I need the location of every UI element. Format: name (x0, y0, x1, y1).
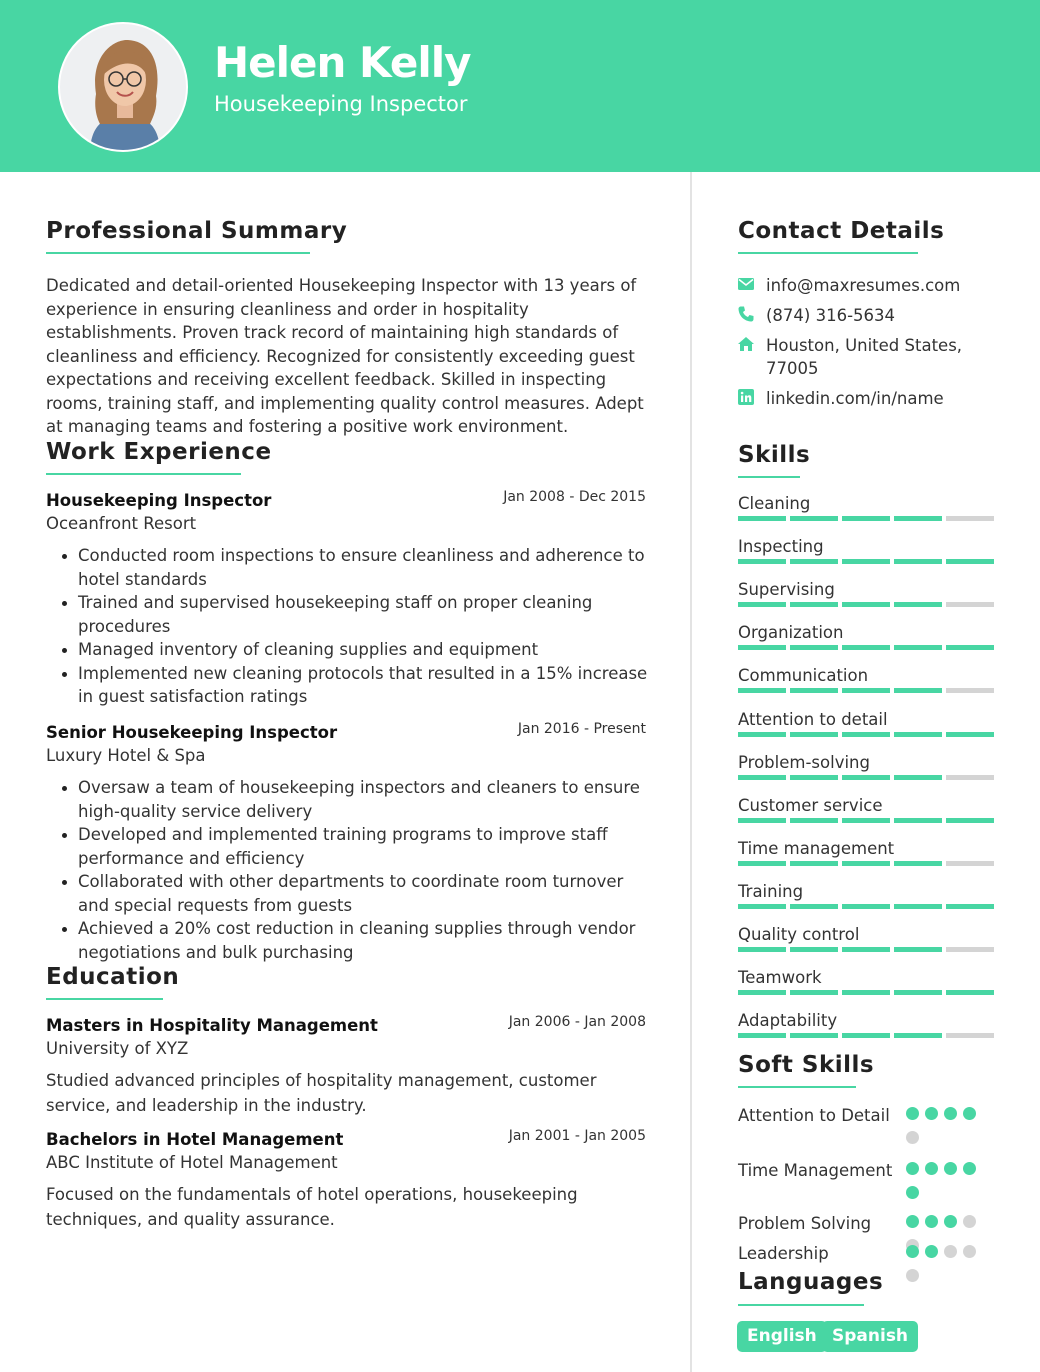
skill-segment-filled (790, 947, 838, 952)
candidate-title: Housekeeping Inspector (214, 92, 468, 116)
degree-title: Bachelors in Hotel Management (46, 1130, 344, 1149)
skill-name: Organization (738, 623, 844, 643)
rating-dot-filled (963, 1162, 976, 1175)
skill-segment-empty (946, 688, 994, 693)
skill-name: Problem-solving (738, 752, 870, 772)
job-bullet: Collaborated with other departments to coordinate room turnover and special requests from guests (60, 870, 650, 917)
skill-segment-filled (790, 1033, 838, 1038)
skill-level-bar (738, 947, 993, 953)
linkedin-text: linkedin.com/in/name (766, 389, 944, 408)
skill-level-bar (738, 904, 993, 910)
skill-segment-empty (946, 1033, 994, 1038)
job-bullet: Conducted room inspections to ensure cleanliness and adherence to hotel standards (60, 544, 650, 591)
skill-item (738, 537, 993, 577)
skill-item (738, 710, 993, 750)
skill-level-bar (738, 559, 993, 565)
job-bullets (60, 544, 650, 709)
skills-heading: Skills (738, 442, 811, 468)
skill-segment-filled (790, 904, 838, 909)
skill-segment-filled (894, 861, 942, 866)
skill-level-bar (738, 775, 993, 781)
skill-level-bar (738, 645, 993, 651)
skill-level-bar (738, 818, 993, 824)
soft-skills-heading: Soft Skills (738, 1052, 875, 1078)
summary-heading-underline (46, 252, 310, 254)
job-organization: Oceanfront Resort (46, 514, 197, 533)
home-icon (738, 336, 754, 352)
job-title: Housekeeping Inspector (46, 491, 272, 510)
skill-segment-filled (738, 688, 786, 693)
skill-segment-filled (842, 1033, 890, 1038)
skill-segment-filled (946, 645, 994, 650)
skill-segment-filled (894, 990, 942, 995)
skill-segment-filled (842, 775, 890, 780)
rating-dot-empty (963, 1245, 976, 1258)
soft-skill-name: Leadership (738, 1244, 829, 1263)
rating-dot-empty (906, 1131, 919, 1144)
education-dates: Jan 2006 - Jan 2008 (508, 1014, 646, 1030)
skill-item (738, 882, 993, 922)
skill-segment-empty (946, 861, 994, 866)
education-description: Focused on the fundamentals of hotel operations, housekeeping techniques, and quality assurance. (46, 1185, 578, 1229)
school-name: ABC Institute of Hotel Management (46, 1153, 338, 1172)
skill-item (738, 623, 993, 663)
skill-segment-filled (790, 688, 838, 693)
skill-segment-filled (894, 904, 942, 909)
skill-level-bar (738, 516, 993, 522)
contact-heading: Contact Details (738, 218, 945, 244)
skill-segment-filled (894, 559, 942, 564)
skill-segment-filled (842, 645, 890, 650)
rating-dot-filled (925, 1245, 938, 1258)
skill-segment-filled (790, 990, 838, 995)
skill-segment-filled (842, 818, 890, 823)
job-dates: Jan 2016 - Present (517, 721, 646, 737)
skill-level-bar (738, 688, 993, 694)
skill-name: Attention to detail (738, 709, 888, 729)
education-description: Studied advanced principles of hospitality management, customer service, and leadership in the industry. (46, 1071, 597, 1115)
linkedin-icon (738, 389, 754, 405)
skill-segment-filled (842, 559, 890, 564)
rating-dot-filled (944, 1162, 957, 1175)
education-entry (46, 1016, 646, 1126)
rating-dot-filled (906, 1107, 919, 1120)
job-title: Senior Housekeeping Inspector (46, 723, 338, 742)
skill-segment-filled (738, 602, 786, 607)
skill-segment-filled (738, 516, 786, 521)
skills-heading-underline (738, 476, 800, 478)
rating-dot-empty (944, 1245, 957, 1258)
skill-item (738, 968, 993, 1008)
experience-heading: Work Experience (46, 439, 272, 465)
skill-segment-filled (738, 818, 786, 823)
skill-level-bar (738, 1033, 993, 1039)
education-heading: Education (46, 964, 180, 990)
skill-segment-filled (738, 732, 786, 737)
skill-segment-filled (894, 1033, 942, 1038)
avatar-photo (60, 24, 188, 152)
skill-segment-filled (946, 559, 994, 564)
skill-item (738, 666, 993, 706)
job-bullet: Achieved a 20% cost reduction in cleaning supplies through vendor negotiations and bulk purchasing (60, 917, 650, 964)
skill-segment-filled (842, 861, 890, 866)
job-entry (46, 723, 646, 968)
skill-segment-filled (894, 732, 942, 737)
contact-phone[interactable] (738, 304, 998, 328)
rating-dot-filled (925, 1215, 938, 1228)
education-entry (46, 1130, 646, 1240)
skill-segment-filled (946, 904, 994, 909)
skill-segment-filled (790, 818, 838, 823)
email-icon (738, 276, 754, 292)
soft-skill-item (738, 1103, 998, 1153)
skill-level-bar (738, 861, 993, 867)
skill-segment-filled (894, 688, 942, 693)
job-bullet: Developed and implemented training programs to improve staff performance and efficiency (60, 823, 650, 870)
skill-segment-filled (946, 732, 994, 737)
education-heading-underline (46, 998, 163, 1000)
avatar (58, 22, 188, 152)
rating-dot-filled (963, 1107, 976, 1120)
skill-segment-filled (738, 904, 786, 909)
job-bullet: Oversaw a team of housekeeping inspectors and cleaners to ensure high-quality service delivery (60, 776, 650, 823)
rating-dot-filled (906, 1186, 919, 1199)
soft-skills-heading-underline (738, 1086, 856, 1088)
skill-segment-filled (842, 947, 890, 952)
skill-segment-filled (738, 861, 786, 866)
languages-heading: Languages (738, 1269, 884, 1295)
contact-address (738, 334, 998, 382)
skill-name: Cleaning (738, 494, 811, 513)
skill-segment-filled (842, 990, 890, 995)
education-dates: Jan 2001 - Jan 2005 (508, 1128, 646, 1144)
skill-segment-filled (790, 602, 838, 607)
skill-name: Inspecting (738, 537, 824, 557)
rating-dot-filled (906, 1245, 919, 1258)
rating-dot-filled (925, 1107, 938, 1120)
skill-segment-filled (946, 990, 994, 995)
experience-heading-underline (46, 473, 241, 475)
job-dates: Jan 2008 - Dec 2015 (503, 489, 646, 505)
skill-segment-filled (738, 947, 786, 952)
email-text: info@maxresumes.com (766, 276, 961, 295)
skill-segment-filled (894, 645, 942, 650)
candidate-name: Helen Kelly (214, 38, 471, 87)
skill-name: Supervising (738, 580, 835, 600)
contact-linkedin[interactable] (738, 387, 998, 411)
soft-skill-name: Problem Solving (738, 1214, 872, 1233)
skill-name: Teamwork (738, 968, 822, 988)
skill-segment-filled (790, 559, 838, 564)
rating-dot-filled (925, 1162, 938, 1175)
skill-item (738, 925, 993, 965)
skill-segment-empty (946, 947, 994, 952)
phone-text: (874) 316-5634 (766, 306, 896, 325)
skill-segment-filled (738, 775, 786, 780)
summary-text: Dedicated and detail-oriented Housekeeping Inspector with 13 years of experience in ensuring cleanliness and order in hospitality establishments. Proven track record of maintaining high standards of cleanliness and efficiency. Recognized for consistently exceeding guest expectations and receiving excellent feedback. Skilled in inspecting rooms, training staff, and implementing quality control measures. Adept at managing teams and fostering a positive work environment. (46, 276, 644, 436)
skill-segment-empty (946, 775, 994, 780)
rating-dot-filled (906, 1215, 919, 1228)
soft-skill-name: Time Management (738, 1161, 893, 1180)
skill-segment-filled (790, 645, 838, 650)
skill-segment-filled (894, 516, 942, 521)
skill-segment-filled (790, 732, 838, 737)
skill-segment-filled (946, 818, 994, 823)
rating-dot-empty (906, 1269, 919, 1282)
rating-dot-filled (906, 1162, 919, 1175)
degree-title: Masters in Hospitality Management (46, 1016, 378, 1035)
school-name: University of XYZ (46, 1039, 189, 1058)
skill-level-bar (738, 602, 993, 608)
skill-item (738, 753, 993, 793)
contact-heading-underline (738, 252, 918, 254)
job-bullet: Implemented new cleaning protocols that resulted in a 15% increase in guest satisfaction ratings (60, 662, 650, 709)
skill-name: Training (738, 881, 804, 901)
job-bullet: Managed inventory of cleaning supplies and equipment (60, 638, 650, 662)
skill-segment-filled (790, 861, 838, 866)
skill-item (738, 839, 993, 879)
column-divider (690, 172, 692, 1372)
job-organization: Luxury Hotel & Spa (46, 746, 206, 765)
skill-segment-filled (842, 732, 890, 737)
language-badge: English (737, 1321, 827, 1352)
skill-segment-filled (894, 947, 942, 952)
skill-segment-filled (738, 990, 786, 995)
skill-segment-empty (946, 602, 994, 607)
rating-dot-filled (944, 1107, 957, 1120)
soft-skill-item (738, 1158, 998, 1208)
rating-dot-filled (944, 1215, 957, 1228)
skill-segment-filled (894, 818, 942, 823)
skill-segment-filled (738, 645, 786, 650)
soft-skill-name: Attention to Detail (738, 1106, 890, 1125)
skill-segment-empty (946, 516, 994, 521)
job-bullet: Trained and supervised housekeeping staff on proper cleaning procedures (60, 591, 650, 638)
job-entry (46, 491, 646, 711)
skill-item (738, 494, 993, 534)
skill-item (738, 1011, 993, 1051)
skill-name: Adaptability (738, 1011, 838, 1031)
job-bullets (60, 776, 650, 964)
contact-email[interactable] (738, 274, 998, 298)
address-text: Houston, United States, 77005 (766, 336, 963, 378)
skill-name: Time management (738, 838, 895, 858)
skill-segment-filled (842, 904, 890, 909)
skill-segment-filled (842, 688, 890, 693)
skill-item (738, 580, 993, 620)
skill-segment-filled (790, 775, 838, 780)
phone-icon (738, 306, 754, 322)
skill-segment-filled (894, 602, 942, 607)
rating-dot-empty (963, 1215, 976, 1228)
skill-level-bar (738, 990, 993, 996)
summary-heading: Professional Summary (46, 218, 348, 244)
skill-segment-filled (894, 775, 942, 780)
skill-segment-filled (738, 559, 786, 564)
header (0, 0, 1040, 172)
skill-item (738, 796, 993, 836)
language-badge: Spanish (822, 1321, 918, 1352)
skill-name: Communication (738, 666, 869, 686)
skill-level-bar (738, 732, 993, 738)
skill-name: Customer service (738, 795, 883, 815)
skill-segment-filled (842, 602, 890, 607)
skill-segment-filled (738, 1033, 786, 1038)
skill-segment-filled (842, 516, 890, 521)
skill-segment-filled (790, 516, 838, 521)
languages-heading-underline (738, 1304, 864, 1306)
skill-name: Quality control (738, 925, 860, 944)
